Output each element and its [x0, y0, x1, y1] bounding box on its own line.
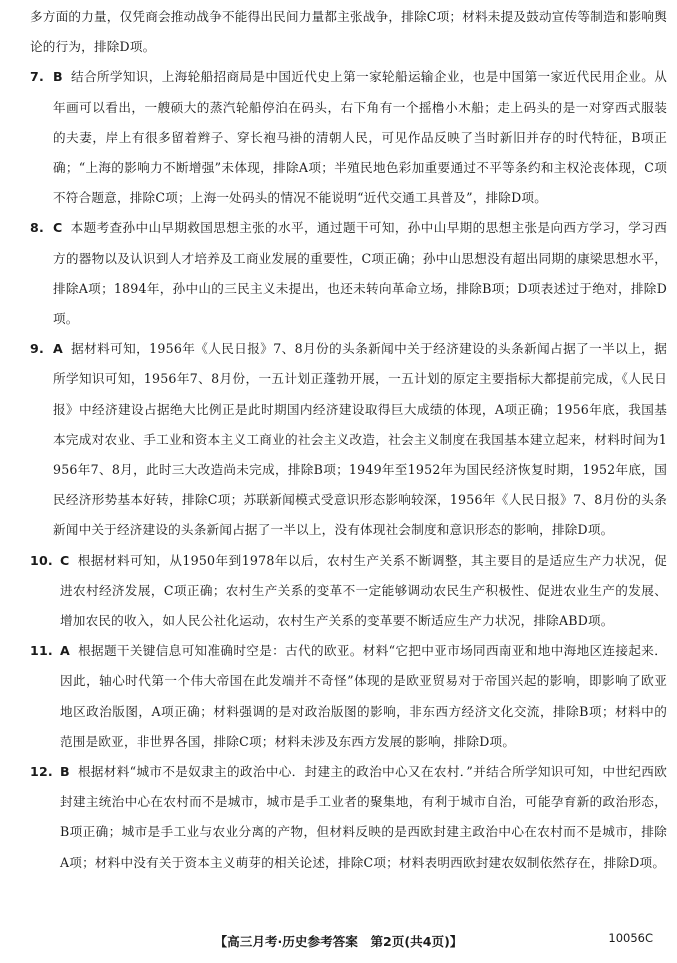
footer-title: 【高三月考·历史参考答案 第2页(共4页)】: [214, 934, 463, 949]
answer-number: 7.: [30, 69, 44, 85]
answer-number: 11.: [30, 643, 53, 659]
answer-number: 9.: [30, 341, 44, 357]
answer-item-12: [30, 757, 667, 878]
answer-number: 12.: [30, 764, 53, 780]
answer-number: 8.: [30, 220, 44, 236]
continuation-text: 多方面的力量，仅凭商会推动战争不能得出民间力量都主张战争，排除C项；材料未提及鼓动宣传等制造和影响舆论的行为，排除D项。: [30, 9, 667, 55]
answer-explanation: 根据材料可知，从1950年到1978年以后，农村生产关系不断调整，其主要目的是适应生产力状况，促进农村经济发展，C项正确；农村生产关系的变革不一定能够调动农民生产积极性、促进农业生产的发展、增加农民的收入，如人民公社化运动，农村生产关系的变革要不断适应生产力状况，排除ABD项。: [60, 552, 667, 629]
answer-item-10: [30, 546, 667, 637]
answer-explanation: 据材料可知，1956年《人民日报》7、8月份的头条新闻中关于经济建设的头条新闻占据了一半以上，据所学知识可知，1956年7、8月份，一五计划正蓬勃开展，一五计划的原定主要指标大都提前完成，《人民日报》中经济建设占据绝大比例正是此时期国内经济建设取得巨大成绩的体现，A项正确；1956年底，我国基本完成对农业、手工业和资本主义工商业的社会主义改造，社会主义制度在我国基本建立起来，材料时间为1956年7、8月，此时三大改造尚未完成，排除B项；1949年至1952年为国民经济恢复时期，1952年底，国民经济形势基本好转，排除C项；苏联新闻模式受意识形态影响较深，1956年《人民日报》7、8月份的头条新闻中关于经济建设的头条新闻占据了一半以上，没有体现社会制度和意识形态的影响，排除D项。: [53, 341, 667, 538]
answer-explanation: 本题考查孙中山早期救国思想主张的水平，通过题干可知，孙中山早期的思想主张是向西方学习，学习西方的器物以及认识到人才培养及工商业发展的重要性，C项正确；孙中山思想没有超出同期的康梁思想水平，排除A项；1894年，孙中山的三民主义未提出，也还未转向革命立场，排除B项；D项表述过于绝对，排除D项。: [53, 220, 667, 327]
answer-key: B: [60, 764, 70, 780]
answer-key: C: [60, 552, 70, 568]
page-footer: [0, 931, 677, 953]
answer-explanation: 根据材料“城市不是奴隶主的政治中心．封建主的政治中心又在农村．”并结合所学知识可知，中世纪西欧封建主统治中心在农村而不是城市，城市是手工业者的聚集地，有利于城市自治，可能孕育新的政治形态，B项正确；城市是手工业与农业分离的产物，但材料反映的是西欧封建主政治中心在农村而不是城市，排除A项；材料中没有关于资本主义萌芽的相关论述，排除C项；材料表明西欧封建农奴制依然存在，排除D项。: [60, 764, 667, 870]
answer-number: 10.: [30, 552, 53, 568]
answer-explanation: 根据题干关键信息可知准确时空是：古代的欧亚。材料“它把中亚市场同西南亚和地中海地区连接起来．因此，轴心时代第一个伟大帝国在此发端并不奇怪”体现的是欧亚贸易对于帝国兴起的影响，即影响了欧亚地区政治版图，A项正确；材料强调的是对政治版图的影响，非东西方经济文化交流，排除B项；材料中的范围是欧亚，非世界各国，排除C项；材料未涉及东西方发展的影响，排除D项。: [60, 643, 667, 749]
footer-code: 10056C: [608, 931, 653, 945]
answer-item-7: [30, 62, 667, 213]
answer-item-9: [30, 334, 667, 545]
answer-key: C: [53, 220, 63, 236]
answer-key: A: [53, 341, 63, 357]
answer-key: A: [60, 643, 70, 659]
answer-explanation: 结合所学知识，上海轮船招商局是中国近代史上第一家轮船运输企业，也是中国第一家近代民用企业。从年画可以看出，一艘硕大的蒸汽轮船停泊在码头，右下角有一个摇橹小木船；走上码头的是一对穿西式服装的夫妻，岸上有很多留着辫子、穿长袍马褂的清朝人民，可见作品反映了当时新旧并存的时代特征，B项正确；“上海的影响力不断增强”未体现，排除A项；半殖民地色彩加重要通过不平等条约和主权沦丧体现，C项不符合题意，排除C项；上海一处码头的情况不能说明“近代交通工具普及”，排除D项。: [53, 69, 667, 206]
answer-key: B: [53, 69, 63, 85]
answer-item-8: [30, 213, 667, 334]
continuation-paragraph: [30, 2, 667, 62]
answer-item-11: [30, 636, 667, 757]
